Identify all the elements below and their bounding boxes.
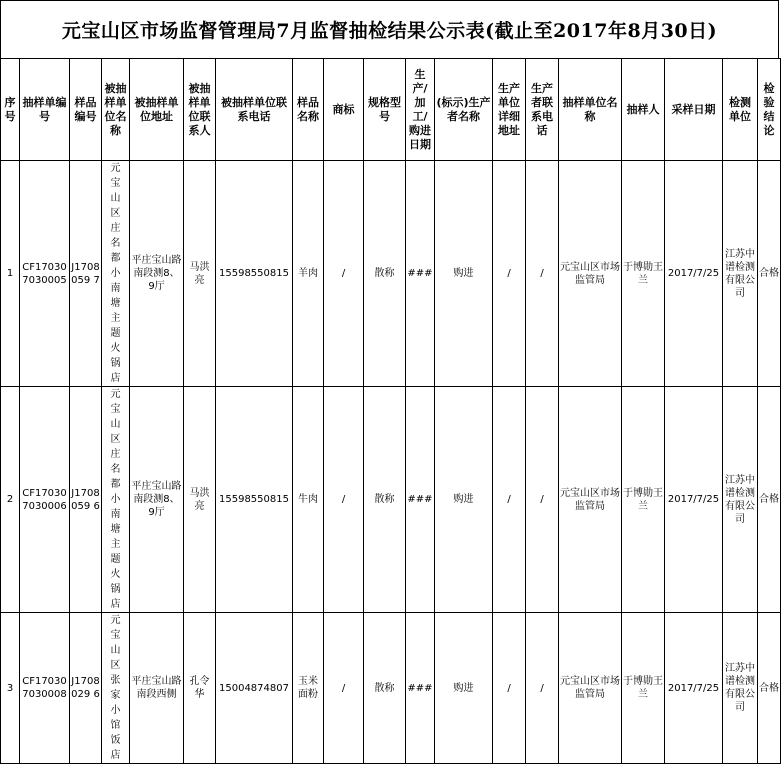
cell-test-unit[interactable]: 江苏中谱检测有限公司 [723, 613, 758, 764]
cell-sampling-date[interactable]: 2017/7/25 [665, 161, 723, 387]
cell-producer[interactable]: 购进 [435, 613, 493, 764]
cell-spec[interactable]: 散称 [364, 387, 406, 613]
cell-brand[interactable]: / [324, 387, 364, 613]
cell-seq[interactable]: 2 [1, 387, 20, 613]
header-sample-form-no: 抽样单编号 [20, 59, 70, 161]
cell-phone[interactable]: 15598550815 [216, 161, 293, 387]
cell-contact[interactable]: 孔令华 [184, 613, 216, 764]
cell-producer-address[interactable]: / [493, 387, 526, 613]
header-row [1, 59, 781, 161]
table-row [1, 161, 781, 387]
cell-producer-phone[interactable]: / [526, 161, 559, 387]
cell-test-unit[interactable]: 江苏中谱检测有限公司 [723, 161, 758, 387]
header-sample-name: 样品名称 [293, 59, 324, 161]
cell-spec[interactable]: 散称 [364, 613, 406, 764]
cell-unit-address[interactable]: 平庄宝山路南段测8、9厅 [130, 387, 184, 613]
header-date: 生产/加工/购进日期 [406, 59, 435, 161]
cell-sampler[interactable]: 于博勋王兰 [622, 161, 665, 387]
header-spec: 规格型号 [364, 59, 406, 161]
header-phone: 被抽样单位联系电话 [216, 59, 293, 161]
cell-sampling-unit[interactable]: 元宝山区市场监管局 [559, 613, 622, 764]
cell-producer[interactable]: 购进 [435, 387, 493, 613]
cell-brand[interactable]: / [324, 613, 364, 764]
cell-test-unit[interactable]: 江苏中谱检测有限公司 [723, 387, 758, 613]
cell-seq[interactable]: 1 [1, 161, 20, 387]
header-producer-phone: 生产者联系电话 [526, 59, 559, 161]
cell-producer-phone[interactable]: / [526, 613, 559, 764]
cell-producer-address[interactable]: / [493, 161, 526, 387]
cell-date[interactable]: ### [406, 161, 435, 387]
cell-unit-address[interactable]: 平庄宝山路南段测8、9厅 [130, 161, 184, 387]
cell-date[interactable]: ### [406, 387, 435, 613]
cell-unit-name-text: 元宝山区庄名都小南塘主题火锅店 [110, 163, 121, 384]
cell-sample-form-no[interactable]: CF170307030006 [20, 387, 70, 613]
cell-producer-phone[interactable]: / [526, 387, 559, 613]
cell-sample-name[interactable]: 牛肉 [293, 387, 324, 613]
cell-phone[interactable]: 15598550815 [216, 387, 293, 613]
table-row [1, 613, 781, 764]
cell-unit-name-text: 元宝山区庄名都小南塘主题火锅店 [110, 389, 121, 610]
cell-sample-form-no[interactable]: CF170307030005 [20, 161, 70, 387]
cell-sampling-date[interactable]: 2017/7/25 [665, 613, 723, 764]
cell-unit-address[interactable]: 平庄宝山路南段西侧 [130, 613, 184, 764]
header-sample-no: 样品编号 [70, 59, 102, 161]
cell-sample-name[interactable]: 玉米面粉 [293, 613, 324, 764]
cell-unit-name[interactable] [102, 613, 130, 764]
cell-sample-no[interactable]: J1708059 7 [70, 161, 102, 387]
cell-sampling-date[interactable]: 2017/7/25 [665, 387, 723, 613]
cell-producer-address[interactable]: / [493, 613, 526, 764]
cell-sample-form-no[interactable]: CF170307030008 [20, 613, 70, 764]
cell-sampling-unit[interactable]: 元宝山区市场监管局 [559, 161, 622, 387]
table-row [1, 387, 781, 613]
header-unit-address: 被抽样单位地址 [130, 59, 184, 161]
cell-sampler[interactable]: 于博勋王兰 [622, 387, 665, 613]
cell-unit-name[interactable] [102, 161, 130, 387]
cell-sample-no[interactable]: J1708029 6 [70, 613, 102, 764]
cell-brand[interactable]: / [324, 161, 364, 387]
header-sampling-date: 采样日期 [665, 59, 723, 161]
cell-sampling-unit[interactable]: 元宝山区市场监管局 [559, 387, 622, 613]
cell-unit-name-text: 元宝山区张家小馆饭店 [110, 615, 121, 761]
cell-result[interactable]: 合格 [758, 387, 781, 613]
cell-sample-no[interactable]: J1708059 6 [70, 387, 102, 613]
header-contact: 被抽样单位联系人 [184, 59, 216, 161]
cell-sample-name[interactable]: 羊肉 [293, 161, 324, 387]
cell-producer[interactable]: 购进 [435, 161, 493, 387]
header-sampler: 抽样人 [622, 59, 665, 161]
cell-spec[interactable]: 散称 [364, 161, 406, 387]
header-producer-address: 生产单位详细地址 [493, 59, 526, 161]
header-result: 检验结论 [758, 59, 781, 161]
header-brand: 商标 [324, 59, 364, 161]
cell-unit-name[interactable] [102, 387, 130, 613]
cell-result[interactable]: 合格 [758, 161, 781, 387]
sheet-title: 元宝山区市场监督管理局7月监督抽检结果公示表(截止至2017年8月30日) [0, 0, 779, 58]
cell-contact[interactable]: 马洪亮 [184, 161, 216, 387]
header-test-unit: 检测单位 [723, 59, 758, 161]
cell-result[interactable]: 合格 [758, 613, 781, 764]
cell-contact[interactable]: 马洪亮 [184, 387, 216, 613]
cell-seq[interactable]: 3 [1, 613, 20, 764]
cell-date[interactable]: ### [406, 613, 435, 764]
header-seq: 序号 [1, 59, 20, 161]
header-unit-name: 被抽样单位名称 [102, 59, 130, 161]
header-producer: (标示)生产者名称 [435, 59, 493, 161]
cell-sampler[interactable]: 于博勋王兰 [622, 613, 665, 764]
header-sampling-unit: 抽样单位名称 [559, 59, 622, 161]
results-table [0, 58, 781, 764]
cell-phone[interactable]: 15004874807 [216, 613, 293, 764]
